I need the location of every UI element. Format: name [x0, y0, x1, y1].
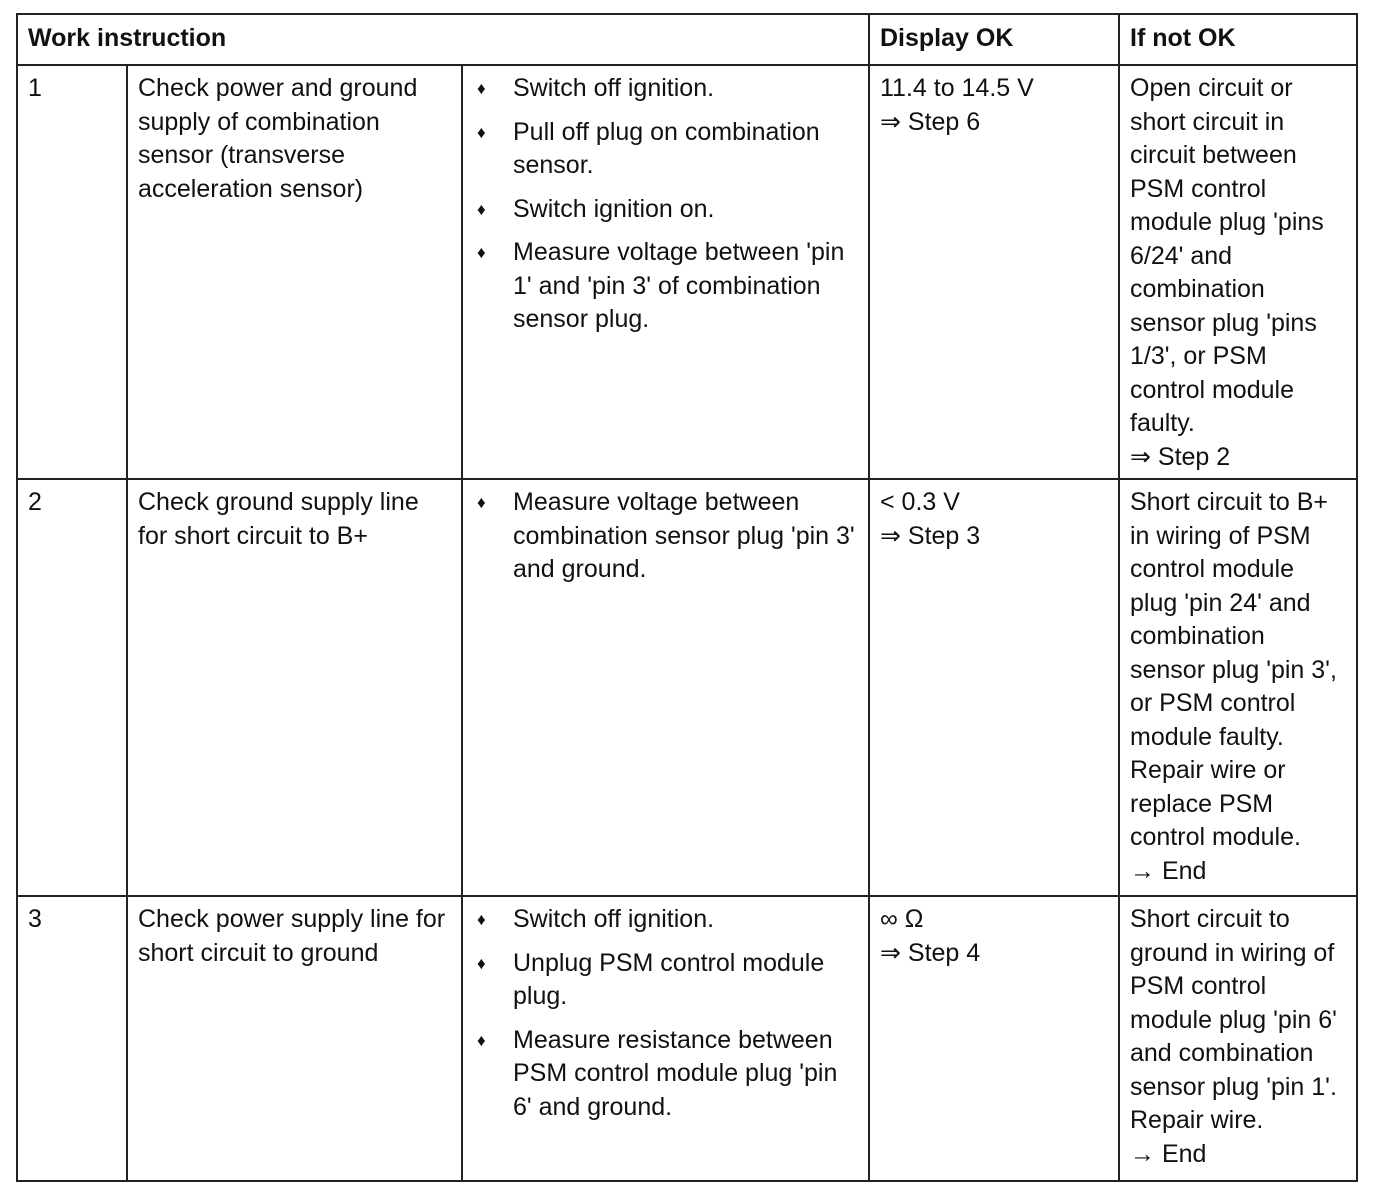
diamond-bullet-icon: ♦ — [477, 910, 486, 929]
step-description: Check ground supply line for short circuit to B+ — [127, 479, 462, 896]
diamond-bullet-icon: ♦ — [477, 122, 486, 142]
list-item: ♦ Unplug PSM control module plug. — [477, 948, 825, 1010]
if-not-ok-text: Short circuit to B+ in wiring of PSM control module plug 'pin 24' and combination sensor plug 'pin 3', or PSM control module faulty. — [1130, 488, 1337, 751]
display-ok-next-step: ⇒ Step 6 — [880, 107, 981, 136]
if-not-ok-next-step: ⇒ Step 2 — [1130, 442, 1231, 471]
header-if-not-ok: If not OK — [1119, 14, 1357, 65]
list-item: ♦ Switch ignition on. — [473, 193, 858, 227]
display-ok-next-step: ⇒ Step 4 — [880, 938, 981, 967]
display-ok-value: ∞ Ω — [880, 905, 924, 933]
if-not-ok-next-step: → End — [1130, 856, 1207, 885]
display-ok-next-step: ⇒ Step 3 — [880, 521, 981, 550]
if-not-ok-remedy: Repair wire or replace PSM control module. — [1130, 756, 1301, 851]
list-item: ♦ Pull off plug on combination sensor. — [477, 117, 820, 179]
if-not-ok-next-step: → End — [1130, 1139, 1207, 1168]
if-not-ok-cell — [1119, 65, 1357, 479]
work-instruction-table — [16, 13, 1358, 1182]
if-not-ok-remedy: Repair wire. — [1130, 1106, 1264, 1134]
table-row — [17, 896, 1357, 1181]
list-item: ♦ Switch off ignition. — [473, 72, 858, 106]
display-ok-value: 11.4 to 14.5 V — [880, 74, 1034, 102]
diamond-bullet-icon: ♦ — [477, 79, 486, 98]
header-work-instruction: Work instruction — [17, 14, 869, 65]
header-display-ok: Display OK — [869, 14, 1119, 65]
action-list — [473, 72, 858, 337]
list-item: ♦ Measure voltage between 'pin 1' and 'pin 3' of combination sensor plug. — [477, 238, 845, 333]
list-item: ♦ Measure resistance between PSM control module plug 'pin 6' and ground. — [477, 1025, 838, 1121]
step-actions — [462, 896, 869, 1181]
diamond-bullet-icon: ♦ — [477, 199, 486, 219]
if-not-ok-text: Short circuit to ground in wiring of PSM control module plug 'pin 6' and combination sensor plug 'pin 1'. — [1130, 905, 1337, 1101]
table-row — [17, 479, 1357, 896]
step-description: Check power supply line for short circuit to ground — [127, 896, 462, 1181]
action-list — [473, 903, 858, 1124]
action-list — [473, 486, 858, 587]
diamond-bullet-icon: ♦ — [477, 953, 486, 973]
table-header-row — [17, 14, 1357, 65]
diamond-bullet-icon: ♦ — [477, 1030, 486, 1050]
display-ok-cell — [869, 896, 1119, 1181]
display-ok-cell — [869, 65, 1119, 479]
diamond-bullet-icon: ♦ — [477, 243, 486, 262]
step-number: 1 — [17, 65, 127, 479]
step-number: 2 — [17, 479, 127, 896]
diamond-bullet-icon: ♦ — [477, 493, 486, 512]
table-row — [17, 65, 1357, 479]
step-actions — [462, 65, 869, 479]
display-ok-value: < 0.3 V — [880, 488, 960, 516]
list-item: ♦ Switch off ignition. — [473, 903, 858, 937]
if-not-ok-text: Open circuit or short circuit in circuit between PSM control module plug 'pins 6/24' and combination sensor plug 'pins 1/3', or PSM control module faulty. — [1130, 74, 1324, 437]
step-actions — [462, 479, 869, 896]
step-number: 3 — [17, 896, 127, 1181]
step-description: Check power and ground supply of combination sensor (transverse acceleration sensor) — [127, 65, 462, 479]
if-not-ok-cell — [1119, 479, 1357, 896]
display-ok-cell — [869, 479, 1119, 896]
if-not-ok-cell — [1119, 896, 1357, 1181]
list-item: ♦ Measure voltage between combination sensor plug 'pin 3' and ground. — [477, 488, 855, 583]
